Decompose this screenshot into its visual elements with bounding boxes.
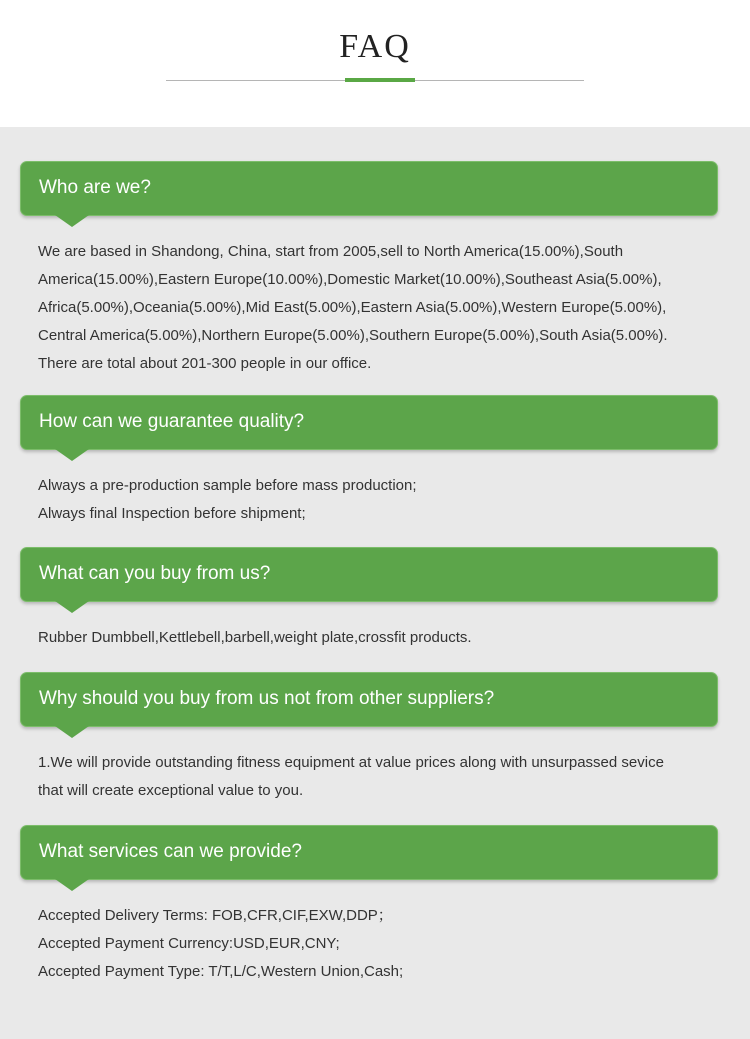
faq-answer-line: Central America(5.00%),Northern Europe(5.00%),Southern Europe(5.00%),South Asia(5.00%). [38,327,668,344]
faq-answer-line: Always a pre-production sample before mass production; [38,477,417,494]
faq-answer-why-us [38,749,728,805]
faq-answer-line: Accepted Payment Type: T/T,L/C,Western Union,Cash; [38,963,404,980]
faq-answer-line: Rubber Dumbbell,Kettlebell,barbell,weight plate,crossfit products. [38,629,472,646]
faq-list [0,127,750,1039]
faq-answer-products [38,624,728,652]
faq-answer-services [38,902,728,986]
faq-question-who-are-we [20,161,718,216]
faq-answer-line: that will create exceptional value to you. [38,782,304,799]
faq-answer-quality [38,472,728,528]
faq-question-text: Why should you buy from us not from other suppliers? [39,688,495,709]
faq-answer-line: 1.We will provide outstanding fitness equipment at value prices along with unsurpassed sevice [38,754,664,771]
speech-tail [55,601,89,613]
faq-question-text: Who are we? [39,177,151,198]
faq-header [0,0,750,127]
faq-question-services [20,825,718,880]
speech-tail [55,726,89,738]
faq-answer-line: Always final Inspection before shipment; [38,505,306,522]
faq-answer-line: Accepted Payment Currency:USD,EUR,CNY; [38,935,340,952]
speech-tail [55,449,89,461]
faq-question-why-us [20,672,718,727]
faq-question-text: What services can we provide? [39,841,302,862]
title-divider-accent [345,78,415,82]
faq-answer-line: America(15.00%),Eastern Europe(10.00%),Domestic Market(10.00%),Southeast Asia(5.00%), [38,271,662,288]
faq-question-text: How can we guarantee quality? [39,411,305,432]
faq-answer-line: We are based in Shandong, China, start from 2005,sell to North America(15.00%),South [38,243,624,260]
speech-tail [55,215,89,227]
faq-question-products [20,547,718,602]
faq-question-text: What can you buy from us? [39,563,271,584]
faq-answer-line: Accepted Delivery Terms: FOB,CFR,CIF,EXW,DDP； [38,907,393,924]
faq-answer-line: There are total about 201-300 people in our office. [38,355,372,372]
page-title: FAQ [339,28,411,65]
speech-tail [55,879,89,891]
faq-answer-line: Africa(5.00%),Oceania(5.00%),Mid East(5.00%),Eastern Asia(5.00%),Western Europe(5.00%), [38,299,667,316]
faq-question-quality [20,395,718,450]
faq-answer-who-are-we [38,238,728,378]
